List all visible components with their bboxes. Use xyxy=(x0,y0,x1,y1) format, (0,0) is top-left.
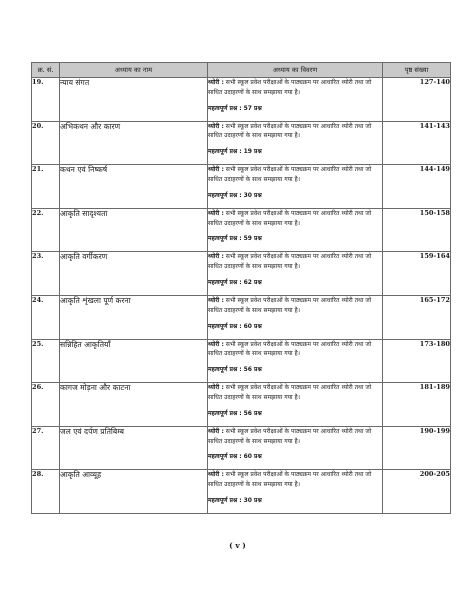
theory-label: थ्योरी : xyxy=(208,166,224,174)
chapter-name: जल एवं दर्पण प्रतिबिम्ब xyxy=(60,426,208,470)
theory-text: सभी स्कूल प्रवेश परीक्षाओं के पाठ्यक्रम पर आधारित थ्योरी तथा जो साधित उदाहरणों के साथ समझाया गया है। xyxy=(208,166,372,183)
important-count: 62 प्रश्न xyxy=(243,278,262,286)
chapter-name: आकृति शृंखला पूर्ण करना xyxy=(60,295,208,339)
chapter-name: कागज मोड़ना और काटना xyxy=(60,383,208,427)
page-range: 159-164 xyxy=(383,252,451,296)
theory-label: थ्योरी : xyxy=(208,122,224,130)
important-label: महत्वपूर्ण प्रश्न : xyxy=(208,148,242,156)
table-row xyxy=(32,252,451,296)
chapter-name: आकृति आव्यूह xyxy=(60,470,208,514)
table-row xyxy=(32,470,451,514)
theory-text: सभी स्कूल प्रवेश परीक्षाओं के पाठ्यक्रम पर आधारित थ्योरी तथा जो साधित उदाहरणों के साथ समझाया गया है। xyxy=(208,340,372,358)
theory-label: थ्योरी : xyxy=(208,427,224,435)
page-range: 165-172 xyxy=(383,295,451,339)
important-label: महत्वपूर्ण प्रश्न : xyxy=(208,235,242,243)
chapter-name: आकृति सादृश्यता xyxy=(60,208,208,252)
contents-table xyxy=(31,62,451,514)
chapter-number: 22. xyxy=(32,208,60,252)
page-number: ( v ) xyxy=(229,541,246,550)
table-header-row xyxy=(32,63,451,78)
theory-text: सभी स्कूल प्रवेश परीक्षाओं के पाठ्यक्रम पर आधारित थ्योरी तथा जो साधित उदाहरणों के साथ समझाया गया है। xyxy=(208,471,372,489)
theory-text: सभी स्कूल प्रवेश परीक्षाओं के पाठ्यक्रम पर आधारित थ्योरी तथा जो साधित उदाहरणों के साथ समझाया गया है। xyxy=(208,253,372,271)
table-row xyxy=(32,208,451,252)
chapter-number: 21. xyxy=(32,165,60,209)
page-range: 141-143 xyxy=(383,121,451,165)
theory-label: थ्योरी : xyxy=(208,384,224,392)
chapter-number: 24. xyxy=(32,295,60,339)
theory-text: सभी स्कूल प्रवेश परीक्षाओं के पाठ्यक्रम पर आधारित थ्योरी तथा जो साधित उदाहरणों के साथ समझाया गया है। xyxy=(208,384,372,401)
important-label: महत्वपूर्ण प्रश्न : xyxy=(208,496,242,504)
important-label: महत्वपूर्ण प्रश्न : xyxy=(208,104,242,112)
chapter-name: कथन एवं निष्कर्ष xyxy=(60,165,208,209)
chapter-description xyxy=(208,165,383,209)
theory-text: सभी स्कूल प्रवेश परीक्षाओं के पाठ्यक्रम पर आधारित थ्योरी तथा जो साधित उदाहरणों के साथ समझाया गया है। xyxy=(208,79,372,96)
page-range: 190-199 xyxy=(383,426,451,470)
chapter-name: न्याय संगत xyxy=(60,78,208,122)
important-label: महत्वपूर्ण प्रश्न : xyxy=(208,366,242,374)
theory-text: सभी स्कूल प्रवेश परीक्षाओं के पाठ्यक्रम पर आधारित थ्योरी तथा जो साधित उदाहरणों के साथ समझाया गया है। xyxy=(208,296,372,314)
page-range: 150-158 xyxy=(383,208,451,252)
page-range: 200-205 xyxy=(383,470,451,514)
important-label: महत्वपूर्ण प्रश्न : xyxy=(208,409,242,417)
header-chapter-name: अध्याय का नाम xyxy=(60,63,208,78)
chapter-description xyxy=(208,295,383,339)
chapter-description xyxy=(208,426,383,470)
table-row xyxy=(32,121,451,165)
theory-text: सभी स्कूल प्रवेश परीक्षाओं के पाठ्यक्रम पर आधारित थ्योरी तथा जो साधित उदाहरणों के साथ समझाया गया है। xyxy=(208,209,372,227)
important-count: 56 प्रश्न xyxy=(243,366,262,374)
chapter-description xyxy=(208,383,383,427)
table-body xyxy=(32,78,451,514)
chapter-description xyxy=(208,78,383,122)
theory-label: थ्योरी : xyxy=(208,79,224,86)
important-count: 59 प्रश्न xyxy=(243,235,262,243)
theory-label: थ्योरी : xyxy=(208,209,224,217)
important-count: 60 प्रश्न xyxy=(243,322,262,330)
important-count: 57 प्रश्न xyxy=(243,104,262,112)
important-label: महत्वपूर्ण प्रश्न : xyxy=(208,453,242,461)
chapter-name: आकृति वर्गीकरण xyxy=(60,252,208,296)
page-range: 144-149 xyxy=(383,165,451,209)
chapter-number: 26. xyxy=(32,383,60,427)
table-row xyxy=(32,339,451,383)
table-row xyxy=(32,426,451,470)
chapter-number: 20. xyxy=(32,121,60,165)
chapter-number: 25. xyxy=(32,339,60,383)
chapter-number: 27. xyxy=(32,426,60,470)
important-label: महत्वपूर्ण प्रश्न : xyxy=(208,191,242,199)
important-label: महत्वपूर्ण प्रश्न : xyxy=(208,278,242,286)
important-count: 56 प्रश्न xyxy=(243,409,262,417)
chapter-description xyxy=(208,121,383,165)
chapter-number: 19. xyxy=(32,78,60,122)
chapter-name: सन्निहित आकृतियाँ xyxy=(60,339,208,383)
important-count: 60 प्रश्न xyxy=(243,453,262,461)
important-count: 30 प्रश्न xyxy=(243,496,262,504)
chapter-number: 28. xyxy=(32,470,60,514)
page-range: 127-140 xyxy=(383,78,451,122)
theory-label: थ्योरी : xyxy=(208,471,224,479)
chapter-number: 23. xyxy=(32,252,60,296)
table-row xyxy=(32,165,451,209)
chapter-description xyxy=(208,339,383,383)
theory-label: थ्योरी : xyxy=(208,296,224,304)
chapter-description xyxy=(208,470,383,514)
chapter-name: अभिकथन और कारण xyxy=(60,121,208,165)
theory-label: थ्योरी : xyxy=(208,340,224,348)
table-row xyxy=(32,383,451,427)
page-range: 181-189 xyxy=(383,383,451,427)
header-chapter-desc: अध्याय का विवरण xyxy=(208,63,383,78)
chapter-description xyxy=(208,252,383,296)
chapter-description xyxy=(208,208,383,252)
theory-text: सभी स्कूल प्रवेश परीक्षाओं के पाठ्यक्रम पर आधारित थ्योरी तथा जो साधित उदाहरणों के साथ समझाया गया है। xyxy=(208,122,372,140)
header-page-count: पृष्ठ संख्या xyxy=(383,63,451,78)
important-label: महत्वपूर्ण प्रश्न : xyxy=(208,322,242,330)
header-serial: क्र. सं. xyxy=(32,63,60,78)
table-row xyxy=(32,295,451,339)
important-count: 19 प्रश्न xyxy=(243,148,262,156)
page-range: 173-180 xyxy=(383,339,451,383)
table-row xyxy=(32,78,451,122)
important-count: 30 प्रश्न xyxy=(243,191,262,199)
theory-text: सभी स्कूल प्रवेश परीक्षाओं के पाठ्यक्रम पर आधारित थ्योरी तथा जो साधित उदाहरणों के साथ समझाया गया है। xyxy=(208,427,372,445)
theory-label: थ्योरी : xyxy=(208,253,224,261)
